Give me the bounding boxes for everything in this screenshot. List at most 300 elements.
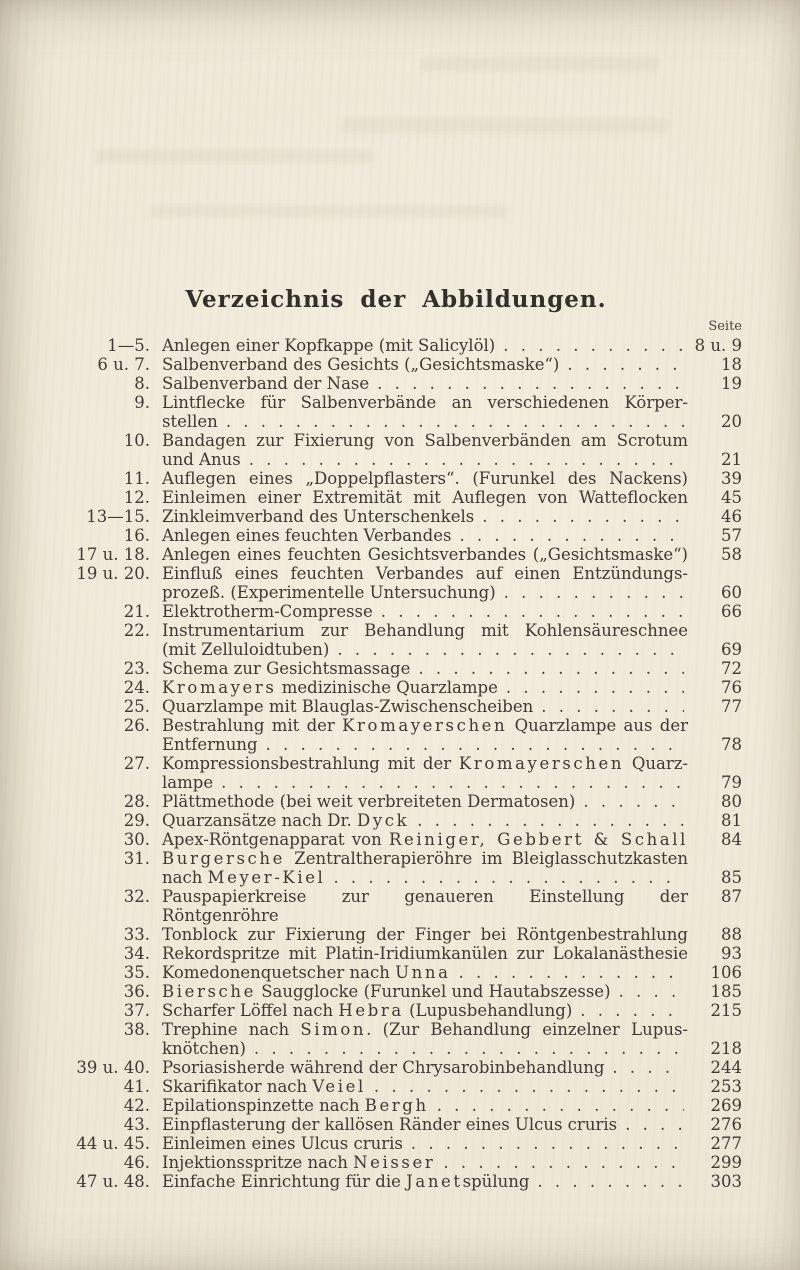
figure-caption-text xyxy=(162,1020,688,1039)
toc-entry xyxy=(50,488,742,507)
figure-number: 30. xyxy=(123,830,150,849)
figure-caption-text xyxy=(162,944,688,963)
toc-line xyxy=(50,773,742,792)
caption-segment: Salbenverband der Nase xyxy=(162,374,370,393)
figure-caption xyxy=(162,640,688,659)
caption-segment: medizinische Quarzlampe xyxy=(276,678,498,697)
dot-leader xyxy=(580,1001,684,1020)
dot-leader xyxy=(374,1077,684,1096)
figure-caption-text xyxy=(162,1077,366,1096)
dot-leader xyxy=(459,963,684,982)
dot-leader xyxy=(417,811,684,830)
dot-leader xyxy=(503,336,684,355)
toc-line xyxy=(50,811,742,830)
figure-number: 39 u. 40. xyxy=(76,1058,150,1077)
figure-number: 41. xyxy=(123,1077,150,1096)
figure-number: 37. xyxy=(123,1001,150,1020)
toc-line xyxy=(50,1096,742,1115)
dot-leader xyxy=(443,1153,684,1172)
figure-number: 22. xyxy=(123,621,150,640)
toc-line xyxy=(50,830,742,849)
page-number: 277 xyxy=(710,1134,742,1153)
caption-segment: Entfernung xyxy=(162,735,258,754)
toc-entry xyxy=(50,336,742,355)
page-number: 45 xyxy=(721,488,742,507)
figure-caption-text xyxy=(162,1115,617,1134)
dot-leader xyxy=(619,982,684,1001)
figure-caption-text xyxy=(162,564,688,583)
dot-leader xyxy=(381,602,684,621)
figure-number: 43. xyxy=(123,1115,150,1134)
toc-line xyxy=(50,678,742,697)
figure-caption xyxy=(162,773,688,792)
page-number: 66 xyxy=(721,602,742,621)
spaced-name: Veiel xyxy=(312,1077,366,1096)
figure-caption-text xyxy=(162,792,575,811)
toc-line xyxy=(50,450,742,469)
caption-segment: nach xyxy=(162,868,208,887)
spaced-name: Meyer-Kiel xyxy=(207,868,326,887)
page-number: 185 xyxy=(710,982,742,1001)
toc-line xyxy=(50,1172,742,1191)
figure-number: 27. xyxy=(123,754,150,773)
caption-segment: Lintflecke für Salbenverbände an verschiedenen Körper- xyxy=(162,393,688,412)
dot-leader xyxy=(612,1058,684,1077)
figure-caption xyxy=(162,735,688,754)
page-number: 253 xyxy=(710,1077,742,1096)
figure-number: 44 u. 45. xyxy=(76,1134,150,1153)
figure-caption-text xyxy=(162,431,688,450)
figure-caption xyxy=(162,716,688,735)
show-through-smudge xyxy=(420,58,660,71)
caption-segment: Apex-Röntgenapparat von xyxy=(162,830,389,849)
figure-caption-text xyxy=(162,1058,604,1077)
caption-segment: Komedonenquetscher nach xyxy=(162,963,396,982)
caption-segment: und Anus xyxy=(162,450,241,469)
spaced-name: Kromayerschen xyxy=(342,716,508,735)
figure-caption-text xyxy=(162,583,496,602)
caption-segment: Bestrahlung mit der xyxy=(162,716,343,735)
page-number: 269 xyxy=(710,1096,742,1115)
page-number: 20 xyxy=(721,412,742,431)
dot-leader xyxy=(625,1115,684,1134)
figure-caption xyxy=(162,374,688,393)
caption-segment: Quarzlampe mit Blauglas-Zwischenscheiben xyxy=(162,697,534,716)
caption-segment: Auflegen eines „Doppelpflasters“. (Furunkel des Nackens) xyxy=(162,469,688,488)
caption-segment: Schema zur Gesichtsmassage xyxy=(162,659,411,678)
dot-leader xyxy=(254,1039,684,1058)
figure-number: 1—5. xyxy=(107,336,150,355)
toc-entry xyxy=(50,507,742,526)
caption-segment: Epilationspinzette nach xyxy=(162,1096,365,1115)
figure-caption-text xyxy=(162,868,325,887)
spaced-name: Bergh xyxy=(364,1096,429,1115)
caption-segment: Einfache Einrichtung für die xyxy=(162,1172,407,1191)
figure-caption xyxy=(162,621,688,640)
figure-number: 33. xyxy=(123,925,150,944)
figure-caption-text xyxy=(162,830,688,849)
caption-segment: Anlegen einer Kopfkappe (mit Salicylöl) xyxy=(162,336,496,355)
figure-caption-text xyxy=(162,507,474,526)
figure-caption xyxy=(162,1115,688,1134)
figure-caption xyxy=(162,1153,688,1172)
caption-segment: Anlegen eines feuchten Verbandes xyxy=(162,526,452,545)
toc-line xyxy=(50,355,742,374)
figure-caption-text xyxy=(162,545,688,564)
page-number: 215 xyxy=(710,1001,742,1020)
figure-number: 11. xyxy=(123,469,150,488)
figure-number: 6 u. 7. xyxy=(97,355,150,374)
figure-caption xyxy=(162,393,688,412)
toc-line xyxy=(50,887,742,925)
page-number: 76 xyxy=(721,678,742,697)
toc-line xyxy=(50,716,742,735)
toc-entry xyxy=(50,678,742,697)
toc-line xyxy=(50,431,742,450)
page-number: 8 u. 9 xyxy=(694,336,742,355)
caption-segment: Zinkleimverband des Unterschenkels xyxy=(162,507,475,526)
figure-number: 9. xyxy=(134,393,150,412)
spaced-name: Burgersche xyxy=(162,849,285,868)
figure-caption-text xyxy=(162,735,258,754)
figure-caption-text xyxy=(162,1096,429,1115)
page-number: 19 xyxy=(721,374,742,393)
page-number: 21 xyxy=(721,450,742,469)
figure-caption-text xyxy=(162,811,409,830)
caption-segment: Psoriasisherde während der Chrysarobinbehandlung xyxy=(162,1058,605,1077)
page-number: 303 xyxy=(710,1172,742,1191)
toc-entry xyxy=(50,944,742,963)
spaced-name: Reiniger, Gebbert & Schall xyxy=(388,830,689,849)
figure-number: 32. xyxy=(123,887,150,906)
toc-entry xyxy=(50,1077,742,1096)
figure-number: 21. xyxy=(123,602,150,621)
spaced-name: Hebra xyxy=(338,1001,404,1020)
figure-caption xyxy=(162,697,688,716)
dot-leader xyxy=(226,412,684,431)
page-number: 88 xyxy=(721,925,742,944)
figure-number: 13—15. xyxy=(86,507,150,526)
page-number: 81 xyxy=(721,811,742,830)
toc-entry xyxy=(50,1020,742,1058)
figure-caption-text xyxy=(162,678,498,697)
figure-caption-text xyxy=(162,355,559,374)
figure-number: 10. xyxy=(123,431,150,450)
page-number: 299 xyxy=(710,1153,742,1172)
figure-caption xyxy=(162,431,688,450)
figure-number: 17 u. 18. xyxy=(76,545,150,564)
figure-caption-text xyxy=(162,1134,403,1153)
page-number: 18 xyxy=(721,355,742,374)
dot-leader xyxy=(418,659,684,678)
caption-segment: Quarzlampe aus der xyxy=(507,716,688,735)
figure-caption xyxy=(162,564,688,583)
figure-caption xyxy=(162,1039,688,1058)
dot-leader xyxy=(377,374,684,393)
toc-entry xyxy=(50,355,742,374)
dot-leader xyxy=(567,355,684,374)
figure-caption xyxy=(162,678,688,697)
figure-number: 19 u. 20. xyxy=(76,564,150,583)
dot-leader xyxy=(411,1134,684,1153)
page-number: 244 xyxy=(710,1058,742,1077)
page-number: 93 xyxy=(721,944,742,963)
caption-segment: Bandagen zur Fixierung von Salbenverbänden am Scrotum xyxy=(162,431,688,450)
caption-segment: prozeß. (Experimentelle Untersuchung) xyxy=(162,583,496,602)
caption-segment: (Lupusbehandlung) xyxy=(403,1001,573,1020)
page-number: 72 xyxy=(721,659,742,678)
figure-caption-text xyxy=(162,374,369,393)
caption-segment: Elektrotherm-Compresse xyxy=(162,602,373,621)
spaced-name: Simon xyxy=(300,1020,367,1039)
caption-segment: Trephine nach xyxy=(162,1020,301,1039)
caption-segment: Einpflasterung der kallösen Ränder eines Ulcus cruris xyxy=(162,1115,618,1134)
toc-entry xyxy=(50,887,742,925)
caption-segment: . (Zur Behandlung einzelner Lupus- xyxy=(366,1020,688,1039)
figure-number: 38. xyxy=(123,1020,150,1039)
caption-segment: Instrumentarium zur Behandlung mit Kohlensäureschnee xyxy=(162,621,688,640)
figure-caption xyxy=(162,412,688,431)
figure-caption xyxy=(162,507,688,526)
figure-caption xyxy=(162,982,688,1001)
figure-caption-text xyxy=(162,1039,246,1058)
toc-entry xyxy=(50,830,742,849)
toc-line xyxy=(50,545,742,564)
dot-leader xyxy=(266,735,684,754)
dot-leader xyxy=(482,507,684,526)
toc-line xyxy=(50,564,742,583)
caption-segment: knötchen) xyxy=(162,1039,246,1058)
figure-caption-text xyxy=(162,621,688,640)
dot-leader xyxy=(583,792,684,811)
toc-line xyxy=(50,469,742,488)
toc-entry xyxy=(50,925,742,944)
figure-number: 16. xyxy=(123,526,150,545)
figure-caption xyxy=(162,811,688,830)
spaced-name: Unna xyxy=(395,963,451,982)
toc-line xyxy=(50,792,742,811)
figure-caption xyxy=(162,792,688,811)
figure-caption-text xyxy=(162,1001,572,1020)
figure-caption-text xyxy=(162,754,688,773)
caption-segment: Skarifikator nach xyxy=(162,1077,313,1096)
caption-segment: Quarz- xyxy=(624,754,688,773)
toc-entry xyxy=(50,526,742,545)
toc-entry xyxy=(50,716,742,754)
caption-segment: Pauspapierkreise zur genaueren Einstellung der Röntgenröhre xyxy=(162,887,688,925)
figure-caption xyxy=(162,830,688,849)
figure-number: 35. xyxy=(123,963,150,982)
figure-caption-text xyxy=(162,336,495,355)
toc-entry xyxy=(50,792,742,811)
show-through-smudge xyxy=(340,118,670,133)
spaced-name: Janet xyxy=(406,1172,463,1191)
toc-line xyxy=(50,1134,742,1153)
figure-number: 29. xyxy=(123,811,150,830)
figure-caption-text xyxy=(162,849,688,868)
toc-line xyxy=(50,621,742,640)
figure-caption xyxy=(162,1077,688,1096)
figure-list xyxy=(50,336,742,1191)
figure-caption-text xyxy=(162,982,611,1001)
toc-entry xyxy=(50,374,742,393)
toc-line xyxy=(50,982,742,1001)
toc-entry xyxy=(50,564,742,602)
toc-line xyxy=(50,735,742,754)
dot-leader xyxy=(337,640,684,659)
figure-caption xyxy=(162,754,688,773)
figure-number: 42. xyxy=(123,1096,150,1115)
caption-segment: Einfluß eines feuchten Verbandes auf einen Entzündungs- xyxy=(162,564,688,583)
figure-caption xyxy=(162,1096,688,1115)
caption-segment: lampe xyxy=(162,773,214,792)
figure-caption-text xyxy=(162,659,410,678)
figure-caption-text xyxy=(162,963,451,982)
toc-line xyxy=(50,1039,742,1058)
caption-segment: Tonblock zur Fixierung der Finger bei Röntgenbestrahlung xyxy=(162,925,688,944)
figure-caption xyxy=(162,868,688,887)
toc-line xyxy=(50,488,742,507)
caption-segment: Quarzansätze nach Dr. xyxy=(162,811,358,830)
toc-line xyxy=(50,1058,742,1077)
spaced-name: Dyck xyxy=(357,811,410,830)
toc-line xyxy=(50,1115,742,1134)
caption-segment: Injektionsspritze nach xyxy=(162,1153,354,1172)
toc-line xyxy=(50,1020,742,1039)
toc-entry xyxy=(50,754,742,792)
figure-caption xyxy=(162,355,688,374)
page-number: 84 xyxy=(721,830,742,849)
toc-entry xyxy=(50,469,742,488)
toc-entry xyxy=(50,811,742,830)
figure-caption xyxy=(162,887,688,925)
spaced-name: Kromayers xyxy=(162,678,277,697)
toc-line xyxy=(50,583,742,602)
caption-segment: Rekordspritze mit Platin-Iridiumkanülen zur Lokalanästhesie xyxy=(162,944,688,963)
figure-caption xyxy=(162,469,688,488)
figure-number: 46. xyxy=(123,1153,150,1172)
figure-caption-text xyxy=(162,488,688,507)
figure-caption-text xyxy=(162,526,451,545)
figure-number: 47 u. 48. xyxy=(76,1172,150,1191)
figure-caption-text xyxy=(162,412,218,431)
toc-entry xyxy=(50,849,742,887)
toc-entry xyxy=(50,1134,742,1153)
figure-caption xyxy=(162,1001,688,1020)
caption-segment: (mit Zelluloidtuben) xyxy=(162,640,330,659)
page-number: 218 xyxy=(710,1039,742,1058)
page-number: 57 xyxy=(721,526,742,545)
dot-leader xyxy=(537,1172,684,1191)
page-title: Verzeichnis der Abbildungen. xyxy=(185,286,607,313)
figure-caption-text xyxy=(162,450,241,469)
page-column-header: Seite xyxy=(708,319,742,334)
show-through-smudge xyxy=(150,205,510,217)
page-number: 106 xyxy=(710,963,742,982)
figure-caption-text xyxy=(162,925,688,944)
caption-segment: Saugglocke (Furunkel und Hautabszesse) xyxy=(255,982,611,1001)
toc-entry xyxy=(50,1096,742,1115)
figure-caption xyxy=(162,602,688,621)
figure-caption xyxy=(162,583,688,602)
toc-line xyxy=(50,526,742,545)
caption-segment: spülung xyxy=(462,1172,530,1191)
toc-line xyxy=(50,507,742,526)
toc-line xyxy=(50,963,742,982)
page-number: 87 xyxy=(721,887,742,906)
figure-caption xyxy=(162,488,688,507)
figure-caption xyxy=(162,545,688,564)
spaced-name: Biersche xyxy=(162,982,256,1001)
toc-line xyxy=(50,868,742,887)
toc-line xyxy=(50,925,742,944)
toc-entry xyxy=(50,1115,742,1134)
figure-number: 23. xyxy=(123,659,150,678)
figure-number: 12. xyxy=(123,488,150,507)
toc-line xyxy=(50,944,742,963)
toc-line xyxy=(50,849,742,868)
toc-entry xyxy=(50,982,742,1001)
dot-leader xyxy=(333,868,684,887)
page-number: 78 xyxy=(721,735,742,754)
page-number: 85 xyxy=(721,868,742,887)
caption-segment: Zentraltherapieröhre im Bleiglasschutzkasten xyxy=(284,849,688,868)
figure-number: 26. xyxy=(123,716,150,735)
figure-number: 24. xyxy=(123,678,150,697)
toc-entry xyxy=(50,1001,742,1020)
dot-leader xyxy=(459,526,684,545)
figure-caption xyxy=(162,450,688,469)
toc-entry xyxy=(50,602,742,621)
figure-caption-text xyxy=(162,773,213,792)
figure-caption xyxy=(162,526,688,545)
figure-caption xyxy=(162,336,688,355)
page-number: 77 xyxy=(721,697,742,716)
figure-number: 28. xyxy=(123,792,150,811)
toc-line xyxy=(50,393,742,412)
figure-number: 34. xyxy=(123,944,150,963)
figure-caption xyxy=(162,925,688,944)
toc-entry xyxy=(50,1172,742,1191)
figure-number: 8. xyxy=(134,374,150,393)
dot-leader xyxy=(437,1096,684,1115)
toc-entry xyxy=(50,697,742,716)
figure-caption-text xyxy=(162,469,688,488)
page-number: 276 xyxy=(710,1115,742,1134)
spaced-name: Kromayerschen xyxy=(458,754,625,773)
toc-line xyxy=(50,1001,742,1020)
toc-line xyxy=(50,659,742,678)
caption-segment: Anlegen eines feuchten Gesichtsverbandes („Gesichtsmaske“) xyxy=(162,545,688,564)
figure-caption-text xyxy=(162,602,373,621)
page-number: 80 xyxy=(721,792,742,811)
dot-leader xyxy=(221,773,684,792)
caption-segment: stellen xyxy=(162,412,218,431)
toc-entry xyxy=(50,621,742,659)
figure-number: 31. xyxy=(123,849,150,868)
toc-line xyxy=(50,640,742,659)
figure-caption-text xyxy=(162,887,688,925)
dot-leader xyxy=(506,678,684,697)
toc-line xyxy=(50,754,742,773)
page-number: 58 xyxy=(721,545,742,564)
toc-line xyxy=(50,1153,742,1172)
figure-caption xyxy=(162,1058,688,1077)
page-number: 79 xyxy=(721,773,742,792)
spaced-name: Neisser xyxy=(353,1153,436,1172)
toc-entry xyxy=(50,963,742,982)
page-number: 60 xyxy=(721,583,742,602)
